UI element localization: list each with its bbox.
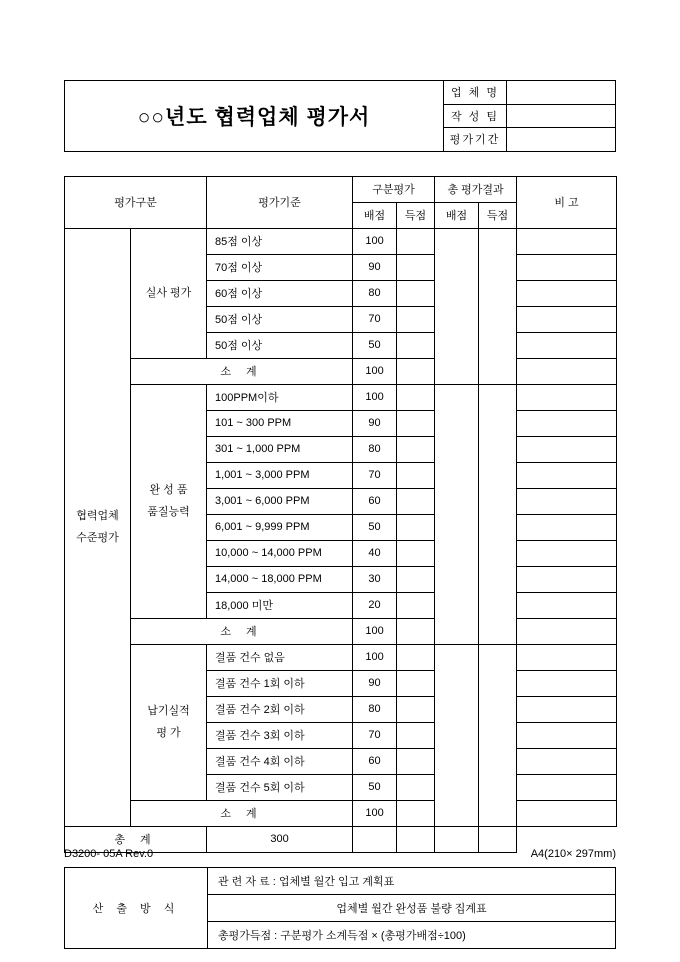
points-cell: 80 bbox=[353, 696, 397, 722]
points-cell: 50 bbox=[353, 774, 397, 800]
subtotal-label: 소 계 bbox=[131, 358, 353, 384]
score-cell[interactable] bbox=[397, 514, 435, 540]
footer-doc-code: D3200- 05A Rev.0 bbox=[64, 848, 154, 860]
total-score-cell[interactable] bbox=[479, 644, 517, 826]
points-cell: 100 bbox=[353, 384, 397, 410]
subtotal-score[interactable] bbox=[397, 358, 435, 384]
criteria-cell: 3,001 ~ 6,000 PPM bbox=[207, 488, 353, 514]
points-cell: 100 bbox=[353, 228, 397, 254]
points-cell: 70 bbox=[353, 306, 397, 332]
score-cell[interactable] bbox=[397, 644, 435, 670]
subtotal-remark[interactable] bbox=[517, 618, 617, 644]
points-cell: 20 bbox=[353, 592, 397, 618]
remark-cell[interactable] bbox=[517, 436, 617, 462]
criteria-cell: 결품 건수 5회 이하 bbox=[207, 774, 353, 800]
calc-line-3: 총평가득점 : 구분평가 소계득점 × (총평가배점÷100) bbox=[208, 921, 616, 948]
header-points-total: 배점 bbox=[435, 202, 479, 228]
footer-paper-size: A4(210× 297mm) bbox=[530, 848, 616, 860]
points-cell: 30 bbox=[353, 566, 397, 592]
header-remark: 비 고 bbox=[517, 176, 617, 228]
criteria-cell: 결품 건수 없음 bbox=[207, 644, 353, 670]
criteria-cell: 1,001 ~ 3,000 PPM bbox=[207, 462, 353, 488]
points-cell: 90 bbox=[353, 410, 397, 436]
table-header-row-1 bbox=[65, 176, 617, 202]
subtotal-label: 소 계 bbox=[131, 800, 353, 826]
remark-cell[interactable] bbox=[517, 306, 617, 332]
criteria-cell: 결품 건수 1회 이하 bbox=[207, 670, 353, 696]
points-cell: 80 bbox=[353, 436, 397, 462]
header-points: 배점 bbox=[353, 202, 397, 228]
total-points-cell[interactable] bbox=[435, 384, 479, 644]
remark-cell[interactable] bbox=[517, 254, 617, 280]
subtotal-score[interactable] bbox=[397, 800, 435, 826]
header-value-period[interactable] bbox=[507, 128, 616, 152]
remark-cell[interactable] bbox=[517, 748, 617, 774]
score-cell[interactable] bbox=[397, 696, 435, 722]
form-sheet bbox=[64, 80, 616, 949]
remark-cell[interactable] bbox=[517, 410, 617, 436]
criteria-cell: 18,000 미만 bbox=[207, 592, 353, 618]
remark-cell[interactable] bbox=[517, 514, 617, 540]
points-cell: 60 bbox=[353, 488, 397, 514]
subtotal-row bbox=[65, 358, 617, 384]
subtotal-score[interactable] bbox=[397, 618, 435, 644]
header-value-company[interactable] bbox=[507, 81, 616, 105]
score-cell[interactable] bbox=[397, 332, 435, 358]
total-score-cell[interactable] bbox=[479, 228, 517, 384]
score-cell[interactable] bbox=[397, 592, 435, 618]
criteria-cell: 60점 이상 bbox=[207, 280, 353, 306]
calc-line-2: 업체별 월간 완성품 불량 집계표 bbox=[208, 894, 616, 921]
section-2-label: 완 성 품 품질능력 bbox=[131, 384, 207, 618]
section-3-label: 납기실적 평 가 bbox=[131, 644, 207, 800]
criteria-cell: 결품 건수 2회 이하 bbox=[207, 696, 353, 722]
score-cell[interactable] bbox=[397, 488, 435, 514]
criteria-cell: 85점 이상 bbox=[207, 228, 353, 254]
header-label-team: 작 성 팀 bbox=[444, 104, 507, 128]
points-cell: 100 bbox=[353, 644, 397, 670]
total-points-cell[interactable] bbox=[435, 644, 479, 826]
remark-cell[interactable] bbox=[517, 592, 617, 618]
criteria-cell: 50점 이상 bbox=[207, 306, 353, 332]
remark-cell[interactable] bbox=[517, 228, 617, 254]
criteria-cell: 50점 이상 bbox=[207, 332, 353, 358]
table-row bbox=[65, 644, 617, 670]
subtotal-points: 100 bbox=[353, 618, 397, 644]
page-title: ○○년도 협력업체 평가서 bbox=[65, 81, 444, 152]
remark-cell[interactable] bbox=[517, 384, 617, 410]
header-score-total: 득점 bbox=[479, 202, 517, 228]
remark-cell[interactable] bbox=[517, 722, 617, 748]
remark-cell[interactable] bbox=[517, 462, 617, 488]
points-cell: 70 bbox=[353, 722, 397, 748]
points-cell: 50 bbox=[353, 332, 397, 358]
header-criteria: 평가기준 bbox=[207, 176, 353, 228]
total-label: 총 계 bbox=[65, 826, 207, 852]
points-cell: 40 bbox=[353, 540, 397, 566]
calc-label: 산 출 방 식 bbox=[65, 867, 208, 948]
score-cell[interactable] bbox=[397, 436, 435, 462]
evaluation-table bbox=[64, 176, 617, 853]
criteria-cell: 100PPM이하 bbox=[207, 384, 353, 410]
score-cell[interactable] bbox=[397, 462, 435, 488]
criteria-cell: 14,000 ~ 18,000 PPM bbox=[207, 566, 353, 592]
score-cell[interactable] bbox=[397, 384, 435, 410]
score-cell[interactable] bbox=[397, 306, 435, 332]
subtotal-label: 소 계 bbox=[131, 618, 353, 644]
table-row bbox=[65, 384, 617, 410]
points-cell: 90 bbox=[353, 254, 397, 280]
score-cell[interactable] bbox=[397, 228, 435, 254]
subtotal-row bbox=[65, 618, 617, 644]
header-label-company: 업 체 명 bbox=[444, 81, 507, 105]
remark-cell[interactable] bbox=[517, 488, 617, 514]
page-footer bbox=[64, 848, 616, 860]
header-total-eval: 총 평가결과 bbox=[435, 176, 517, 202]
score-cell[interactable] bbox=[397, 280, 435, 306]
header-score: 득점 bbox=[397, 202, 435, 228]
score-cell[interactable] bbox=[397, 774, 435, 800]
criteria-cell: 결품 건수 3회 이하 bbox=[207, 722, 353, 748]
total-score-cell[interactable] bbox=[479, 384, 517, 644]
header-section-eval: 구분평가 bbox=[353, 176, 435, 202]
subtotal-points: 100 bbox=[353, 800, 397, 826]
criteria-cell: 301 ~ 1,000 PPM bbox=[207, 436, 353, 462]
score-cell[interactable] bbox=[397, 540, 435, 566]
header-group: 평가구분 bbox=[65, 176, 207, 228]
calculation-table bbox=[64, 867, 616, 949]
points-cell: 90 bbox=[353, 670, 397, 696]
remark-cell[interactable] bbox=[517, 332, 617, 358]
points-cell: 50 bbox=[353, 514, 397, 540]
subtotal-row bbox=[65, 800, 617, 826]
points-cell: 70 bbox=[353, 462, 397, 488]
remark-cell[interactable] bbox=[517, 566, 617, 592]
total-points-cell[interactable] bbox=[435, 228, 479, 384]
remark-cell[interactable] bbox=[517, 774, 617, 800]
main-group-label: 협력업체 수준평가 bbox=[65, 228, 131, 826]
criteria-cell: 6,001 ~ 9,999 PPM bbox=[207, 514, 353, 540]
points-cell: 80 bbox=[353, 280, 397, 306]
header-table bbox=[64, 80, 616, 152]
subtotal-remark[interactable] bbox=[517, 800, 617, 826]
remark-cell[interactable] bbox=[517, 540, 617, 566]
score-cell[interactable] bbox=[397, 254, 435, 280]
score-cell[interactable] bbox=[397, 748, 435, 774]
score-cell[interactable] bbox=[397, 410, 435, 436]
score-cell[interactable] bbox=[397, 670, 435, 696]
total-points: 300 bbox=[207, 826, 353, 852]
subtotal-points: 100 bbox=[353, 358, 397, 384]
criteria-cell: 10,000 ~ 14,000 PPM bbox=[207, 540, 353, 566]
calc-line-1: 관 련 자 료 : 업체별 월간 입고 계획표 bbox=[208, 867, 616, 894]
remark-cell[interactable] bbox=[517, 670, 617, 696]
points-cell: 60 bbox=[353, 748, 397, 774]
header-label-period: 평가기간 bbox=[444, 128, 507, 152]
criteria-cell: 70점 이상 bbox=[207, 254, 353, 280]
calc-row bbox=[65, 867, 616, 894]
score-cell[interactable] bbox=[397, 566, 435, 592]
remark-cell[interactable] bbox=[517, 644, 617, 670]
section-1-label: 실사 평가 bbox=[131, 228, 207, 358]
header-value-team[interactable] bbox=[507, 104, 616, 128]
criteria-cell: 101 ~ 300 PPM bbox=[207, 410, 353, 436]
score-cell[interactable] bbox=[397, 722, 435, 748]
subtotal-remark[interactable] bbox=[517, 358, 617, 384]
table-row bbox=[65, 228, 617, 254]
remark-cell[interactable] bbox=[517, 696, 617, 722]
criteria-cell: 결품 건수 4회 이하 bbox=[207, 748, 353, 774]
remark-cell[interactable] bbox=[517, 280, 617, 306]
